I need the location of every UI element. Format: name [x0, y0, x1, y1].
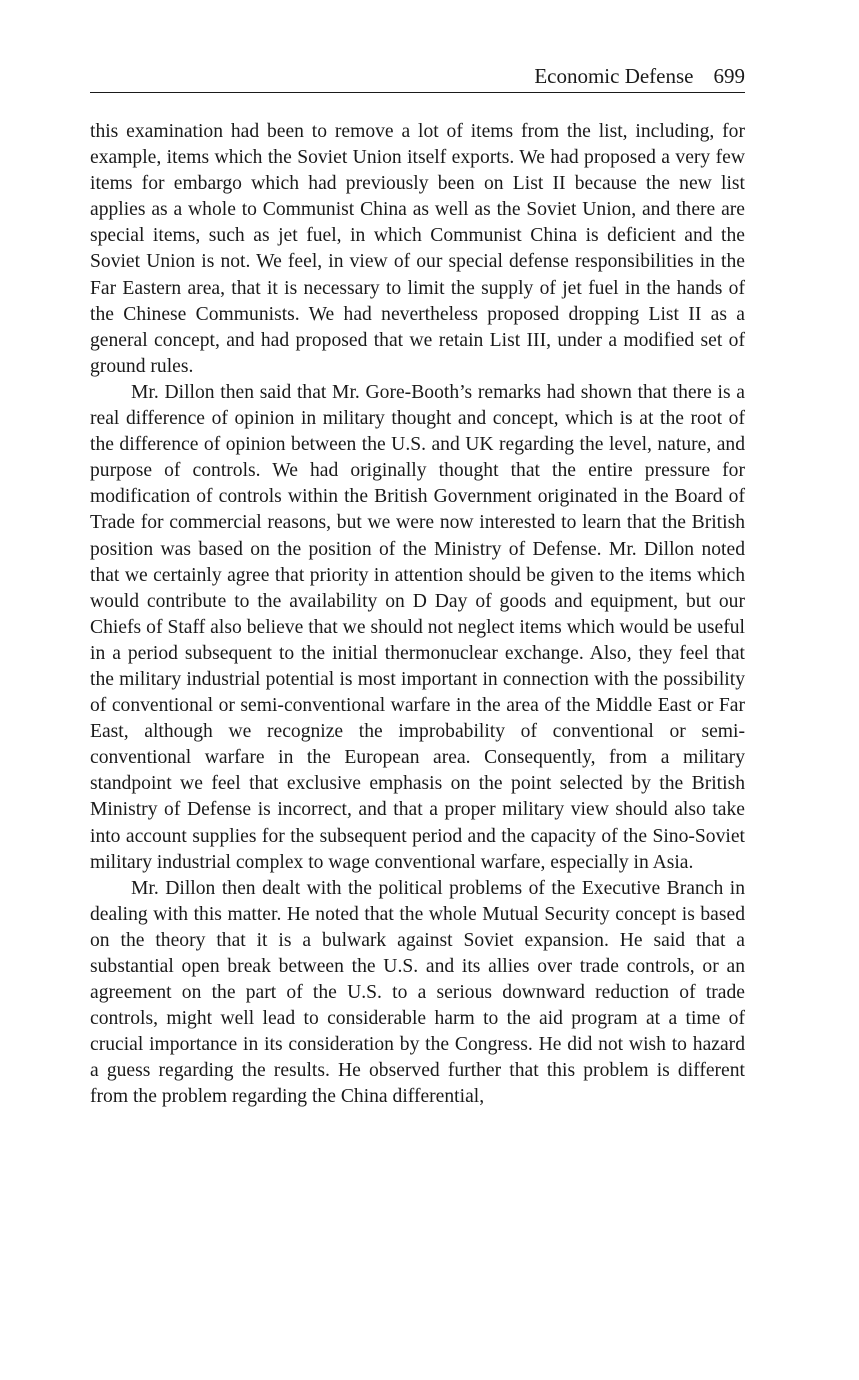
running-head	[90, 62, 745, 93]
paragraph-continued: this examination had been to remove a lot of items from the list, including, for example, items which the Soviet Union itself exports. We had proposed a very few items for embargo which had previously been on List II because the new list applies as a whole to Communist China as well as the Soviet Union, and there are special items, such as jet fuel, in which Communist China is deficient and the Soviet Union is not. We feel, in view of our special defense responsibilities in the Far Eastern area, that it is necessary to limit the supply of jet fuel in the hands of the Chinese Communists. We had nevertheless proposed dropping List II as a general concept, and had proposed that we retain List III, under a modified set of ground rules.	[90, 121, 745, 377]
paragraph-dillon-military: Mr. Dillon then said that Mr. Gore-Booth’s remarks had shown that there is a real difference of opinion in military thought and concept, which is at the root of the difference of opinion between the U.S. and UK regarding the level, nature, and purpose of controls. We had originally thought that the entire pressure for modification of controls within the British Government originated in the Board of Trade for commercial reasons, but we were now interested to learn that the British position was based on the position of the Ministry of Defense. Mr. Dillon noted that we certainly agree that priority in attention should be given to the items which would contribute to the availability on D Day of goods and equipment, but our Chiefs of Staff also believe that we should not neglect items which would be useful in a period subsequent to the initial thermonuclear exchange. Also, they feel that the military industrial potential is most important in connection with the possibility of conventional or semi-conventional warfare in the area of the Middle East or Far East, although we recognize the improbability of conventional or semi-conventional warfare in the European area. Consequently, from a military standpoint we feel that exclusive emphasis on the point selected by the British Ministry of Defense is incorrect, and that a proper military view should also take into account supplies for the subsequent period and the capacity of the Sino-Soviet military industrial complex to wage conventional warfare, especially in Asia.	[90, 381, 745, 873]
page-number: 699	[713, 64, 745, 88]
document-page	[90, 62, 745, 1111]
running-head-title: Economic Defense	[534, 64, 694, 88]
body-text	[90, 119, 745, 1111]
paragraph-dillon-political: Mr. Dillon then dealt with the political problems of the Executive Branch in dealing with this matter. He noted that the whole Mutual Security concept is based on the theory that it is a bulwark against Soviet expansion. He said that a substantial open break between the U.S. and its allies over trade controls, or an agreement on the part of the U.S. to a serious downward reduction of trade controls, might well lead to considerable harm to the aid program at a time of crucial importance in its consideration by the Congress. He did not wish to hazard a guess regarding the results. He observed further that this problem is different from the problem regarding the China differential,	[90, 877, 745, 1108]
